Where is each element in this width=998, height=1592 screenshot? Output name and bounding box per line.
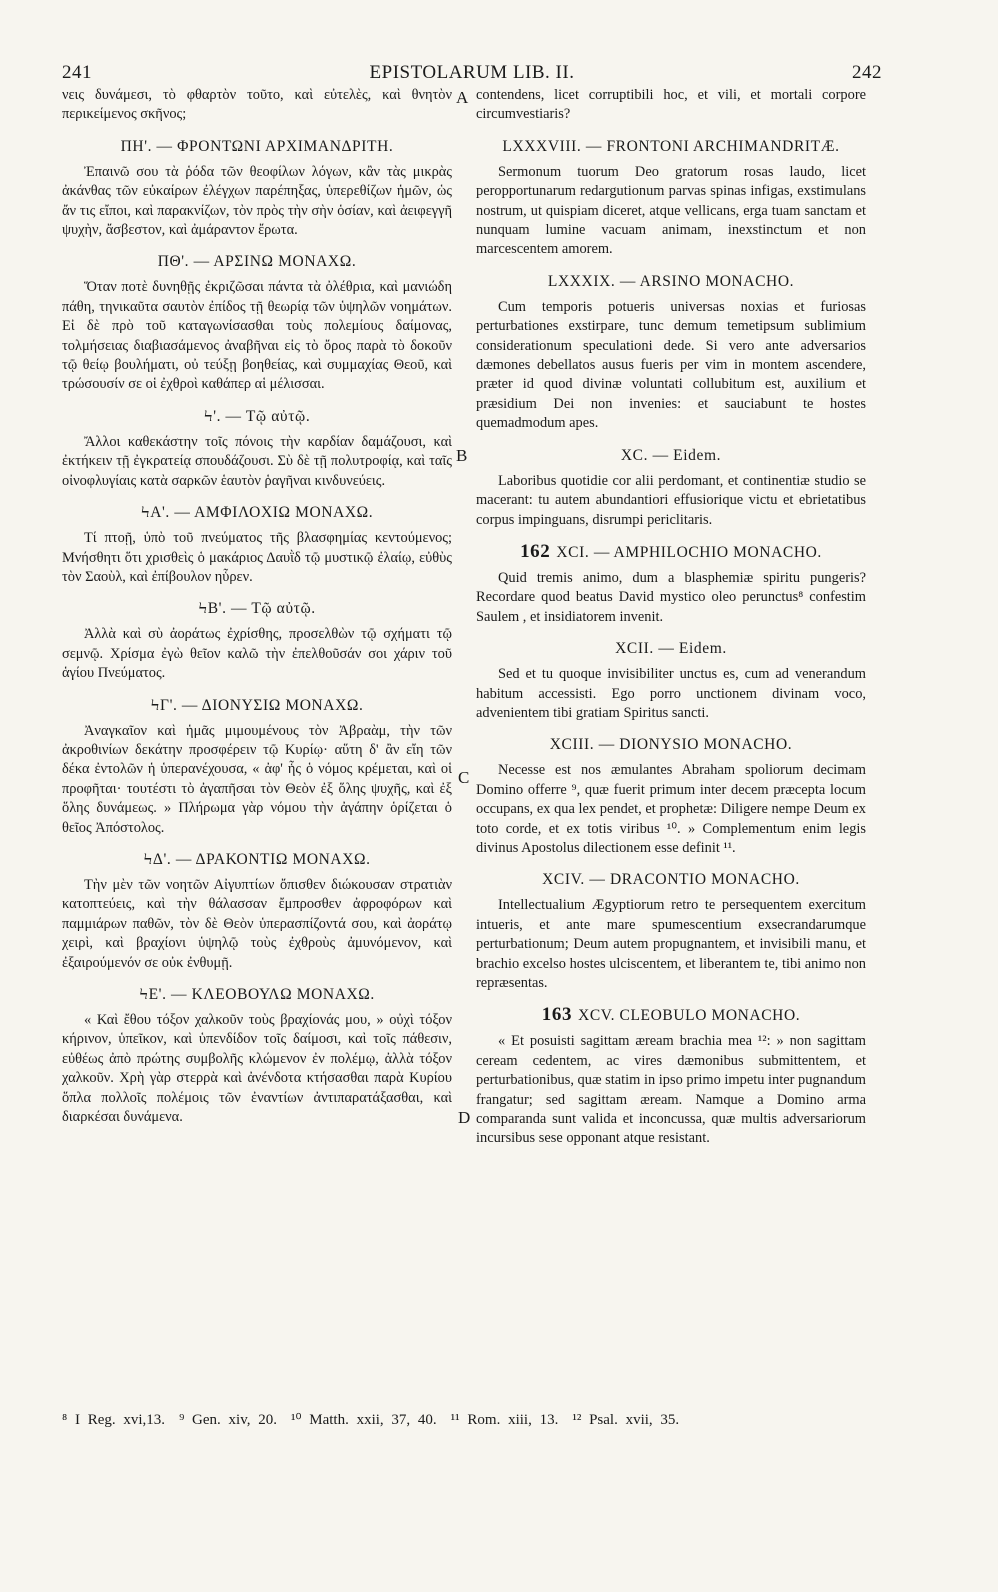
heading-text: ϞΒ'. — Τῷ αὐτῷ. [198,600,316,618]
heading-text: XCII. — Eidem. [615,640,727,658]
footnote: ⁹ Gen. xiv, 20. [179,1412,277,1428]
page-number-right: 242 [852,62,882,83]
heading-text: LXXXIX. — ARSINO MONACHO. [547,272,795,290]
letter-text: Ἀλλὰ καὶ σὺ ἀοράτως ἐχρίσθης, προσελθὼν τῷ σχήματι τῷ σεμνῷ. Χρίσμα ἐγὼ θεῖον καλῶ τὴν ἐπελθοῦσάν σοι χάριν τοῦ ἁγίου Πνεύματος. [62,626,452,682]
letter-text: Τί πτοῇ, ὑπὸ τοῦ πνεύματος τῆς βλασφημίας κεντούμενος; Μνήσθητι ὅτι χρισθεὶς ὁ μακάριος Δαυῒδ τῷ μυστικῷ ἐλαίῳ, εὐθὺς τὸν Σαοὺλ, καὶ ἐπίβουλον ηὗρεν. [62,530,452,585]
heading-text: ϞΑ'. — ΑΜΦΙΛΟΧΙΩ ΜΟΝΑΧΩ. [140,504,374,522]
letter-text: Τὴν μὲν τῶν νοητῶν Αἰγυπτίων ὄπισθεν διώκουσαν στρατιὰν κατοπτεύεις, καὶ τὴν θάλασσαν ἔμπροσθεν ἀφροφόρων καὶ παμμιάρων παθῶν, τὸν δὲ Θεὸν ὑπερασπίζοντά σου, καὶ ἀοράτῳ χειρὶ, καὶ βραχίονι ὑψηλῷ τοὺς ἐχθροὺς ἀμυνόμενον, καὶ ἐξαιρούμενόν σε οὐκ ἐνθυμῇ. [62,876,452,971]
letter-heading [62,503,452,523]
page-number-left: 241 [62,62,92,83]
letter-heading [476,639,866,659]
letter-heading [476,446,866,466]
heading-text: XCI. — AMPHILOCHIO MONACHO. [556,543,822,561]
letter-text: Intellectualium Ægyptiorum retro te persequentem exercitum intueris, et ante mare spumescentium exsecrandarumque perturbationum; Deum autem propugnantem, et invisibili manu, et brachio excelso hostes ulciscentem, et liberantem te, tibi animo non repræsentas. [476,897,866,991]
letter-text: Laboribus quotidie cor alii perdomant, et continentiæ studio se macerant: tu autem abundantiori effusiorique victu et ebrietatibus corpus impinguans, disrumpi periclitaris. [476,472,866,528]
letter-heading [62,850,452,870]
letter-text: Sermonum tuorum Deo gratorum rosas laudo, licet peropportunarum redargutionum parvas spinas infigas, exstimulans nostrum, ut quispiam diceret, atque vellicans, erga tuam sanctam et nunquam lumine vacuam animam, inexstinctum et non marcescentem amorem. [476,163,866,258]
letter-heading [476,272,866,292]
heading-text: XC. — Eidem. [620,446,722,464]
greek-column [62,86,452,1127]
heading-text: Ϟ'. — Τῷ αὐτῷ. [203,407,311,425]
letter-heading [62,985,452,1005]
latin-column [476,86,866,1149]
heading-text: ΠΘ'. — ΑΡΣΙΝΩ ΜΟΝΑΧΩ. [157,253,357,271]
letter-heading [62,137,452,157]
letter-heading [476,542,866,563]
heading-text: ϞΕ'. — ΚΛΕΟΒΟΥΛΩ ΜΟΝΑΧΩ. [139,986,375,1003]
letter-heading [476,1005,866,1026]
letter-heading [62,407,452,427]
letter-text: Sed et tu quoque invisibiliter unctus es, cum ad venerandum habitum accessisti. Ego porro unctionem divinam voco, advenientem tibi gratiam Spiritus sancti. [476,666,866,721]
heading-text: ΠΗ'. — ΦΡΟΝΤΩΝΙ ΑΡΧΙΜΑΝΔΡΙΤΗ. [120,137,394,155]
letter-text: Ἐπαινῶ σου τὰ ῥόδα τῶν θεοφίλων λόγων, κἂν τὰς μικρὰς ἀκάνθας τῶν εὐκαίρων ἐλέγχων παρέπηξας, ὑπερεθίζων ἡμῶν, ὡς ἄν τις εἴποι, καὶ παρακνίζων, τὸν πρὸς τὴν σὴν ὁσίαν, καὶ ἀειφεγγῆ ψυχὴν, ἄσβεστον, καὶ ἀμάραντον ἔρωτα. [62,163,452,239]
letter-heading [62,252,452,272]
running-title: EPISTOLARUM LIB. II. [369,62,575,83]
letter-text: Ὅταν ποτὲ δυνηθῇς ἐκριζῶσαι πάντα τὰ ὀλέθρια, καὶ μανιώδη πάθη, τηνικαῦτα σαυτὸν ἐπίδος τῇ θεωρίᾳ τῶν ὑψηλῶν νοημάτων. Εἰ δὲ πρὸ τοῦ καταγωνίσασθαι τοὺς πολεμίους δαίμονας, τολμήσειας διαβιασάμενος ἀναβῆναι εἰς τὸ ὄρος παρὰ τὸ δοκοῦν τῷ θείῳ βουλήματι, οὐ τεύξῃ βοηθείας, καὶ συμμαχίας Θεοῦ, καὶ τρώσουσίν σε οἱ ἐχθροὶ καθάπερ αἱ μέλισσαι. [62,279,452,393]
footnote: ⁸ I Reg. xvi,13. [62,1412,166,1428]
footnote: ¹⁰ Matth. xxii, 37, 40. [290,1412,437,1428]
letter-heading [476,735,866,755]
letter-text: « Καὶ ἔθου τόξον χαλκοῦν τοὺς βραχίονάς μου, » οὐχὶ τόξον κήρινον, ὑπεῖκον, καὶ ὑπενδίδον τοῖς δαίμοσι, καὶ τοῖς πάθεσιν, εὐθέως ἀπὸ πρώτης συμβολῆς κλώμενον ἐν πολέμῳ, ἀλλὰ τόξον χαλκοῦν. Χρὴ γὰρ στερρὰ καὶ ἀνένδοτα κτήσασθαι παρὰ Κυρίου ὅπλα πολλοῖς πολέμοις τῶν ἐναντίων ἀντιπαρατάξασθαι, καὶ διαρκέσαι δυνάμενα. [62,1012,452,1126]
running-head [62,62,882,84]
letter-heading [476,870,866,890]
letter-text: Ἄλλοι καθεκάστην τοῖς πόνοις τὴν καρδίαν δαμάζουσι, καὶ ἐκτήκειν τῇ ἐγκρατείᾳ σπουδάζουσι. Σὺ δὲ τῇ πολυτροφίᾳ, καὶ ταῖς οἰνοφλυγίαις κατὰ σαρκῶν ἑαυτὸν ῥαγῆναι κινδυνεύεις. [62,433,452,489]
letter-heading [62,696,452,716]
letter-text: Ἀναγκαῖον καὶ ἡμᾶς μιμουμένους τὸν Ἀβραὰμ, τὴν τῶν ἀκροθινίων δεκάτην προσφέρειν τῷ Κυρίῳ· αὕτη δ' ἂν εἴη τῶν δέκα ἐντολῶν ἡ ὑπερανέχουσα, « ἀφ' ἧς ὁ νόμος κρέμεται, καὶ οἱ προφῆται· τουτέστι τὸ ἀγαπῆσαι τὸν Θεὸν ἐξ ὅλης ψυχῆς, καὶ ἐξ ὅλης δυνάμεως. » Πλήρωμα γὰρ νόμου τὴν ἀγάπην ὁρίζεται ὁ θεῖος Ἀπόστολος. [62,722,452,836]
margin-letter-c: C [458,768,470,787]
heading-text: XCIII. — DIONYSIO MONACHO. [549,736,793,754]
column-number: 162 [520,540,551,562]
letter-text: Cum temporis potueris universas noxias et furiosas perturbationes exstirpare, tunc demum temetipsum sublimium considerationum speculationi dede. Si vero ante adversarios dæmones debellatos ausus fueris per vim in montem ascendere, præter id quod divinæ voluntati collubitum est, auxilium et præsidium Dei non invenies: et sauciabunt te hostes quemadmodum apes. [476,298,866,432]
column-number: 163 [541,1004,573,1026]
letter-text: « Et posuisti sagittam æream brachia mea ¹²: » non sagittam ceream cedentem, ac vires dæmonibus submittentem, et perturbationibus, quæ statim in ipso primo impetu inter pugnandum frangatur; sed sagittam æream. Namque a Domino arma comparanda sunt valida et inconcussa, quæ multis adversariorum incursibus sese opponant atque resistant. [476,1033,866,1147]
heading-text: XCV. CLEOBULO MONACHO. [578,1007,801,1025]
margin-letter-b: B [456,446,468,465]
margin-letter-a: A [456,88,469,107]
letter-heading [62,599,452,619]
letter-text: Quid tremis animo, dum a blasphemiæ spiritu pungeris? Recordare quod beatus David mystico oleo perunctus⁸ confestim Saulem , et insidiatorem invenit. [476,569,866,625]
footnote: ¹¹ Rom. xiii, 13. [450,1412,559,1428]
margin-letter-d: D [458,1108,471,1127]
letter-text: contendens, licet corruptibili hoc, et vili, et mortali corpore circumvestiaris? [476,87,866,123]
heading-text: ϞΔ'. — ΔΡΑΚΟΝΤΙΩ ΜΟΝΑΧΩ. [143,850,371,868]
heading-text: ϞΓ'. — ΔΙΟΝΥΣΙΩ ΜΟΝΑΧΩ. [150,696,364,714]
footnote: ¹² Psal. xvii, 35. [572,1412,680,1428]
footnotes [62,1410,882,1429]
heading-text: LXXXVIII. — FRONTONI ARCHIMANDRITÆ. [502,137,840,155]
letter-text: Necesse est nos æmulantes Abraham spoliorum decimam Domino offerre ⁹, quæ fuerit primum inter decem præcepta locum occupans, ex qua lex pendet, et prophetæ: Diligere nempe Deum ex toto corde, et ex totis viribus ¹⁰. » Complementum enim legis divinus Apostolus dilectionem esse definit ¹¹. [476,762,866,856]
letter-text: νεις δυνάμεσι, τὸ φθαρτὸν τοῦτο, καὶ εὐτελὲς, καὶ θνητὸν περικείμενος σκῆνος; [62,87,452,123]
letter-heading [476,137,866,157]
heading-text: XCIV. — DRACONTIO MONACHO. [542,871,800,889]
